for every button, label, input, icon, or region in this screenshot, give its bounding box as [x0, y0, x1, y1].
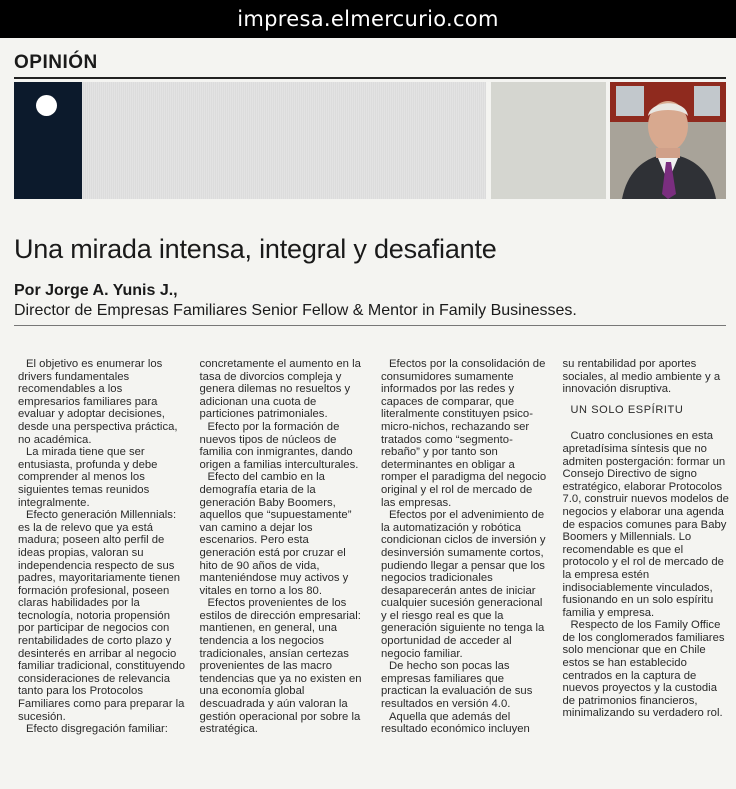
paragraph: La mirada tiene que ser entusiasta, profunda y debe comprender al menos los siguientes temas reunidos integralmente.: [18, 446, 158, 509]
article-subhead: UN SOLO ESPÍRITU: [570, 403, 684, 416]
site-header: [0, 0, 736, 38]
paragraph: Efecto del cambio en la demografía etaria de la generación Baby Boomers, aquellos que “supuestamente” van camino a dejar los escenarios. Pero esta generación está por cruzar el hito de 90 años de vida, manteniéndose muy activos y vitales en torno a los 80.: [199, 471, 352, 597]
section-divider: [14, 77, 726, 79]
paragraph: Efectos provenientes de los estilos de dirección empresarial: mantienen, en general, una tendencia a los negocios tradicionales, ansían certezas provenientes de las macro tendencias que ya no existen en una economía global descuadrada y aún valoran la gestión operacional por sobre la estratégica.: [199, 597, 362, 736]
article-column-3: [381, 358, 549, 736]
paragraph: El objetivo es enumerar los drivers fundamentales recomendables a los empresarios familiares para evaluar y adoptar decisiones, desde una perspectiva práctica, no académica.: [18, 358, 178, 446]
banner-gray-block: [491, 82, 606, 199]
banner-stripes: [82, 82, 486, 199]
paragraph: Efectos por el advenimiento de la automatización y robótica condicionan ciclos de inversión y desinversión sumamente cortos, pudiendo llegar a pensar que los negocios tradicionales desaparecerán antes de iniciar cualquier sucesión generacional y el riesgo real es que la generación siguiente no tenga la oportunidad de acceder al negocio familiar.: [381, 509, 546, 660]
paragraph: Efecto disgregación familiar:: [26, 723, 168, 736]
article-body: [18, 358, 730, 736]
author-portrait: [610, 82, 726, 199]
section-label: OPINIÓN: [14, 52, 98, 73]
paragraph: Efecto por la formación de nuevos tipos de núcleos de familia con inmigrantes, dando origen a familias interculturales.: [199, 420, 359, 471]
paragraph: su rentabilidad por aportes sociales, al medio ambiente y a innovación disruptiva.: [562, 358, 721, 396]
banner-dot-icon: [36, 95, 57, 116]
paragraph: Efecto generación Millennials: es la de relevo que ya está madura; poseen alto perfil de ideas propias, valoran su independencia respecto de sus padres, mayoritariamente tienen formación profesional, poseen claras habilidades por la tecnología, notoria propensión por participar de negocios con rentabilidades de corto plazo y desinterés en arribar al negocio familiar tradicional, constituyendo consideraciones de relevancia tanto para los Protocolos Familiares como para preparar la sucesión.: [18, 509, 186, 723]
article-column-4: [563, 358, 731, 736]
article-column-1: [18, 358, 186, 736]
paragraph: De hecho son pocas las empresas familiares que practican la evaluación de sus resultados en versión 4.0.: [381, 660, 533, 711]
byline-divider: [14, 325, 726, 326]
paragraph: Efectos por la consolidación de consumidores sumamente informados por las redes y capaces de comparar, que literalmente constituyen psico-micro-nichos, rechazando ser tratados como “segmento-rebaño” y por tanto son determinantes en obligar a romper el paradigma del negocio original y el rol de mercado de las empresas.: [381, 358, 547, 509]
article-byline: Por Jorge A. Yunis J.,: [14, 282, 178, 299]
paragraph: Respecto de los Family Office de los conglomerados familiares solo mencionar que en Chile estos se han establecido centrados en la captura de nuevos proyectos y la custodia de patrimonios financieros, minimalizando su verdadero rol.: [562, 619, 725, 720]
article-headline: Una mirada intensa, integral y desafiante: [14, 234, 497, 264]
newspaper-page: [0, 38, 736, 789]
paragraph: Aquella que además del resultado económico incluyen: [381, 710, 530, 736]
paragraph: Cuatro conclusiones en esta apretadísima síntesis que no admiten postergación: formar un Consejo Directivo de signo estratégico, elaborar Protocolos 7.0, construir nuevos modelos de negocios y elaborar una agenda de espacios comunes para Baby Boomers y Millennials. Lo recomendable es que el protocolo y el rol de mercado de la empresa estén indisociablemente vinculados, fusionando en un solo espíritu familia y empresa.: [562, 430, 729, 619]
site-domain[interactable]: impresa.elmercurio.com: [237, 7, 499, 31]
paragraph: concretamente el aumento en la tasa de divorcios compleja y genera dilemas no resueltos y adicionan una cuota de particiones patrimoniales.: [199, 358, 361, 421]
author-role: Director de Empresas Familiares Senior Fellow & Mentor in Family Businesses.: [14, 302, 577, 319]
article-column-2: [200, 358, 368, 736]
banner-dark-block: [14, 82, 82, 199]
